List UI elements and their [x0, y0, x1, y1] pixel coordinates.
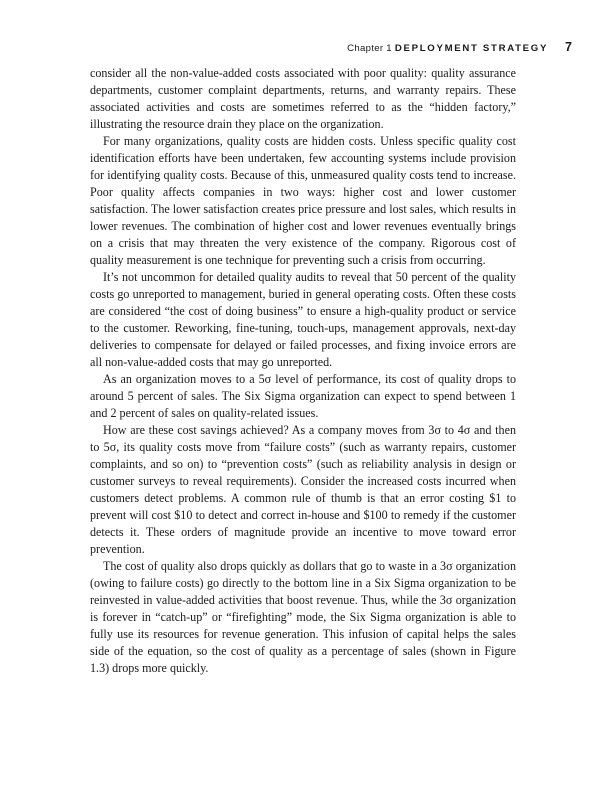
- paragraph: As an organization moves to a 5σ level of performance, its cost of quality drops to around 5 percent of sales. The Six Sigma organization can expect to spend between 1 and 2 percent of sales on quality-related issues.: [90, 371, 516, 420]
- chapter-title: DEPLOYMENT STRATEGY: [394, 43, 549, 54]
- paragraph: For many organizations, quality costs are hidden costs. Unless specific quality cost identification efforts have been undertaken, few accounting systems include provision for identifying quality costs. Because of this, unmeasured quality costs tend to increase. Poor quality affects companies in two ways: higher cost and lower customer satisfaction. The lower satisfaction creates price pressure and lost sales, which results in lower revenues. The combination of higher cost and lower revenues eventually brings on a crisis that may threaten the very existence of the company. Rigorous cost of quality measurement is one technique for preventing such a crisis from occurring.: [90, 133, 516, 267]
- paragraph: It’s not uncommon for detailed quality audits to reveal that 50 percent of the quality costs go unreported to management, buried in general operating costs. Often these costs are considered “the cost of doing business” to ensure a high-quality product or service to the customer. Reworking, fine-tuning, touch-ups, management approvals, next-day deliveries to compensate for delayed or failed processes, and fixing invoice errors are all non-value-added costs that may go unreported.: [90, 269, 516, 369]
- paragraph: consider all the non-value-added costs associated with poor quality: quality assurance departments, customer complaint departments, returns, and warranty repairs. These associated activities and costs are sometimes referred to as the “hidden factory,” illustrating the resource drain they place on the organization.: [90, 65, 516, 131]
- paragraph: The cost of quality also drops quickly as dollars that go to waste in a 3σ organization (owing to failure costs) go directly to the bottom line in a Six Sigma organization to be reinvested in value-added activities that boost revenue. Thus, while the 3σ organization is forever in “catch-up” or “firefighting” mode, the Six Sigma organization is able to fully use its resources for revenue generation. This infusion of capital helps the sales side of the equation, so the cost of quality as a percentage of sales (shown in Figure 1.3) drops more quickly.: [90, 558, 516, 675]
- paragraph: How are these cost savings achieved? As a company moves from 3σ to 4σ and then to 5σ, its quality costs move from “failure costs” (such as warranty repairs, customer complaints, and so on) to “prevention costs” (such as reliability analysis in design or customer surveys to reveal requirements). Consider the increased costs incurred when customers detect problems. A common rule of thumb is that an error costing $1 to prevent will cost $10 to detect and correct in-house and $100 to remedy if the customer detects it. These orders of magnitude provide an incentive to move toward error prevention.: [90, 422, 516, 556]
- chapter-heading: [347, 43, 548, 54]
- chapter-prefix: Chapter 1: [347, 43, 392, 54]
- running-header: [347, 40, 572, 54]
- body-text: [90, 65, 516, 677]
- page-number: 7: [565, 40, 572, 54]
